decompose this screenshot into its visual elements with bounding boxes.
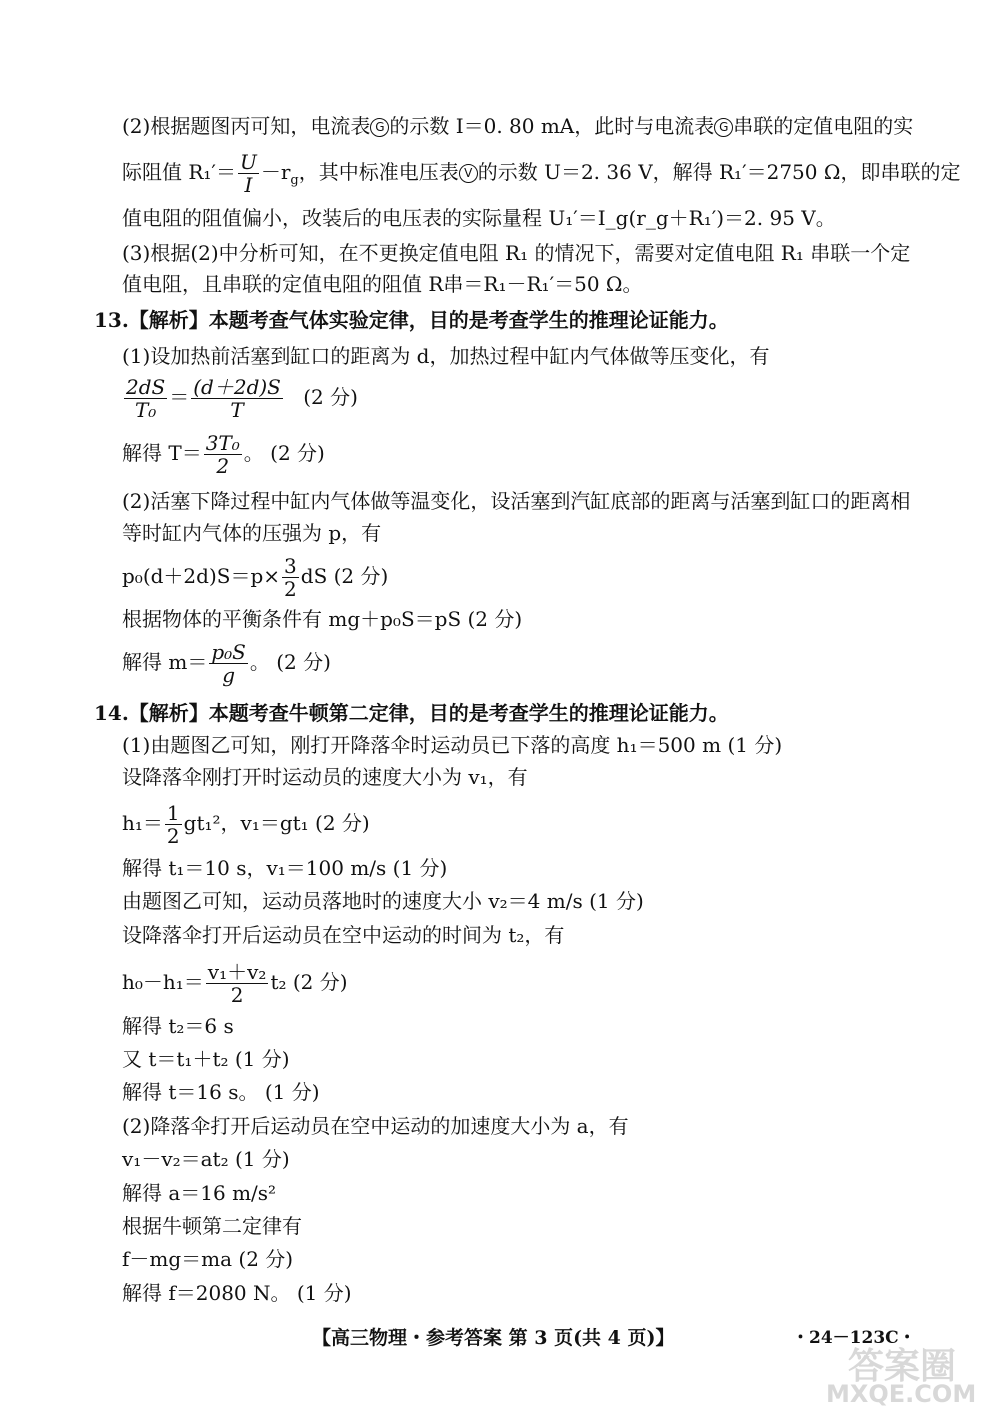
q12-text-b: 的示数 I＝0. 80 mA，此时与电流表 — [389, 114, 715, 138]
q14-equation-1 — [122, 799, 370, 847]
q12-line-2 — [122, 150, 960, 203]
q13-solution-1 — [122, 429, 325, 477]
q13-solution-2 — [122, 638, 331, 686]
frac-numerator: p₀S — [211, 640, 246, 664]
document-code: ・24－123C・ — [792, 1328, 916, 1348]
q12-text-a: (2)根据题图丙可知，电流表 — [122, 114, 371, 138]
fraction-3-2 — [282, 555, 299, 600]
equation-prefix: p₀(d＋2d)S＝p× — [122, 564, 281, 588]
q12-line-1 — [122, 113, 913, 139]
subscript-g: g — [290, 173, 299, 188]
ammeter-g-symbol: G — [370, 118, 389, 137]
frac-denominator: 2 — [166, 824, 180, 848]
solution-prefix: 解得 T＝ — [122, 441, 202, 465]
equation-suffix: gt₁²，v₁＝gt₁ (2 分) — [183, 811, 370, 835]
frac-numerator: (d＋2d)S — [193, 375, 281, 399]
q12-text-c: 串联的定值电阻的实 — [733, 114, 914, 138]
voltmeter-v-symbol: V — [459, 164, 478, 183]
fraction-1-2 — [165, 802, 182, 847]
frac-numerator: v₁＋v₂ — [207, 960, 267, 984]
q14-line-9: (2)降落伞打开后运动员在空中运动的加速度大小为 a，有 — [122, 1114, 629, 1138]
q14-header: 14.【解析】本题考查牛顿第二定律，目的是考查学生的推理论证能力。 — [94, 701, 729, 725]
fraction-u-over-i — [238, 151, 259, 196]
q14-line-13: f－mg＝ma (2 分) — [122, 1247, 294, 1271]
fraction-3ds-t — [191, 376, 283, 421]
equation-suffix: t₂ (2 分) — [270, 970, 348, 994]
q12-l2-a: 际阻值 R₁′＝ — [122, 160, 236, 184]
q12-l2-d: 的示数 U＝2. 36 V，解得 R₁′＝2750 Ω，即串联的定 — [477, 160, 961, 184]
fraction-2ds-t0 — [124, 376, 167, 421]
frac-numerator: 3T₀ — [205, 431, 240, 455]
q14-line-4: 由题图乙可知，运动员落地时的速度大小 v₂＝4 m/s (1 分) — [122, 889, 644, 913]
q13-line-2: (2)活塞下降过程中缸内气体做等温变化，设活塞到汽缸底部的距离与活塞到缸口的距离相 — [122, 489, 911, 513]
solution-suffix: 。 (2 分) — [243, 441, 325, 465]
frac-denominator: 2 — [230, 983, 244, 1007]
q14-line-10: v₁－v₂＝at₂ (1 分) — [122, 1147, 290, 1171]
q14-line-7: 又 t＝t₁＋t₂ (1 分) — [122, 1047, 290, 1071]
q13-line-1: (1)设加热前活塞到缸口的距离为 d，加热过程中缸内气体做等压变化，有 — [122, 344, 770, 368]
q12-line-4: (3)根据(2)中分析可知，在不更换定值电阻 R₁ 的情况下，需要对定值电阻 R₁ 串联一个定 — [122, 241, 911, 265]
solution-suffix: 。 (2 分) — [249, 650, 331, 674]
frac-denominator: T — [230, 398, 244, 422]
q12-line-3: 值电阻的阻值偏小，改装后的电压表的实际量程 U₁′＝I_g(r_g＋R₁′)＝2. 95 V。 — [122, 206, 836, 230]
fraction-p0s-g — [209, 641, 248, 686]
q12-l2-c: ，其中标准电压表 — [298, 160, 459, 184]
fraction-3t0-2 — [204, 432, 242, 477]
solution-prefix: 解得 m＝ — [122, 650, 208, 674]
q14-equation-2 — [122, 958, 348, 1006]
page-footer: 【高三物理・参考答案 第 3 页(共 4 页)】 — [312, 1327, 675, 1349]
frac-numerator: 1 — [166, 801, 180, 825]
q13-line-3: 等时缸内气体的压强为 p，有 — [122, 521, 382, 545]
watermark-url: MXQE.COM — [826, 1380, 977, 1408]
frac-denominator: I — [244, 173, 253, 197]
frac-numerator: 2dS — [126, 375, 166, 399]
q14-line-12: 根据牛顿第二定律有 — [122, 1214, 302, 1238]
q14-line-2: 设降落伞刚打开时运动员的速度大小为 v₁，有 — [122, 765, 528, 789]
equals-sign: ＝ — [169, 385, 190, 409]
frac-denominator: T₀ — [134, 398, 157, 422]
frac-denominator: 2 — [284, 577, 297, 601]
q14-line-6: 解得 t₂＝6 s — [122, 1014, 234, 1038]
q13-equation-1 — [122, 373, 358, 421]
q13-line-4: 根据物体的平衡条件有 mg＋p₀S＝pS (2 分) — [122, 607, 523, 631]
q12-line-5: 值电阻，且串联的定值电阻的阻值 R串＝R₁－R₁′＝50 Ω。 — [122, 272, 643, 296]
fraction-v1v2-2 — [206, 961, 269, 1006]
q13-header: 13.【解析】本题考查气体实验定律，目的是考查学生的推理论证能力。 — [94, 308, 729, 332]
frac-denominator: g — [222, 663, 235, 687]
equation-suffix: dS (2 分) — [300, 564, 389, 588]
equation-prefix: h₀－h₁＝ — [122, 970, 204, 994]
q14-line-8: 解得 t＝16 s。 (1 分) — [122, 1080, 320, 1104]
watermark-logo: 答案圈 — [848, 1346, 957, 1387]
frac-numerator: U — [239, 150, 257, 174]
q14-line-14: 解得 f＝2080 N。 (1 分) — [122, 1281, 352, 1305]
q13-equation-2 — [122, 552, 388, 600]
equation-prefix: h₁＝ — [122, 811, 163, 835]
q14-line-11: 解得 a＝16 m/s² — [122, 1181, 277, 1205]
frac-numerator: 3 — [284, 554, 297, 578]
q12-l2-b: －r — [260, 160, 291, 184]
q14-line-5: 设降落伞打开后运动员在空中运动的时间为 t₂，有 — [122, 923, 565, 947]
frac-denominator: 2 — [216, 454, 230, 478]
q14-line-3: 解得 t₁＝10 s，v₁＝100 m/s (1 分) — [122, 856, 448, 880]
score-label: (2 分) — [303, 385, 358, 409]
q14-line-1: (1)由题图乙可知，刚打开降落伞时运动员已下落的高度 h₁＝500 m (1 分) — [122, 733, 783, 757]
ammeter-g-symbol-2: G — [714, 118, 733, 137]
